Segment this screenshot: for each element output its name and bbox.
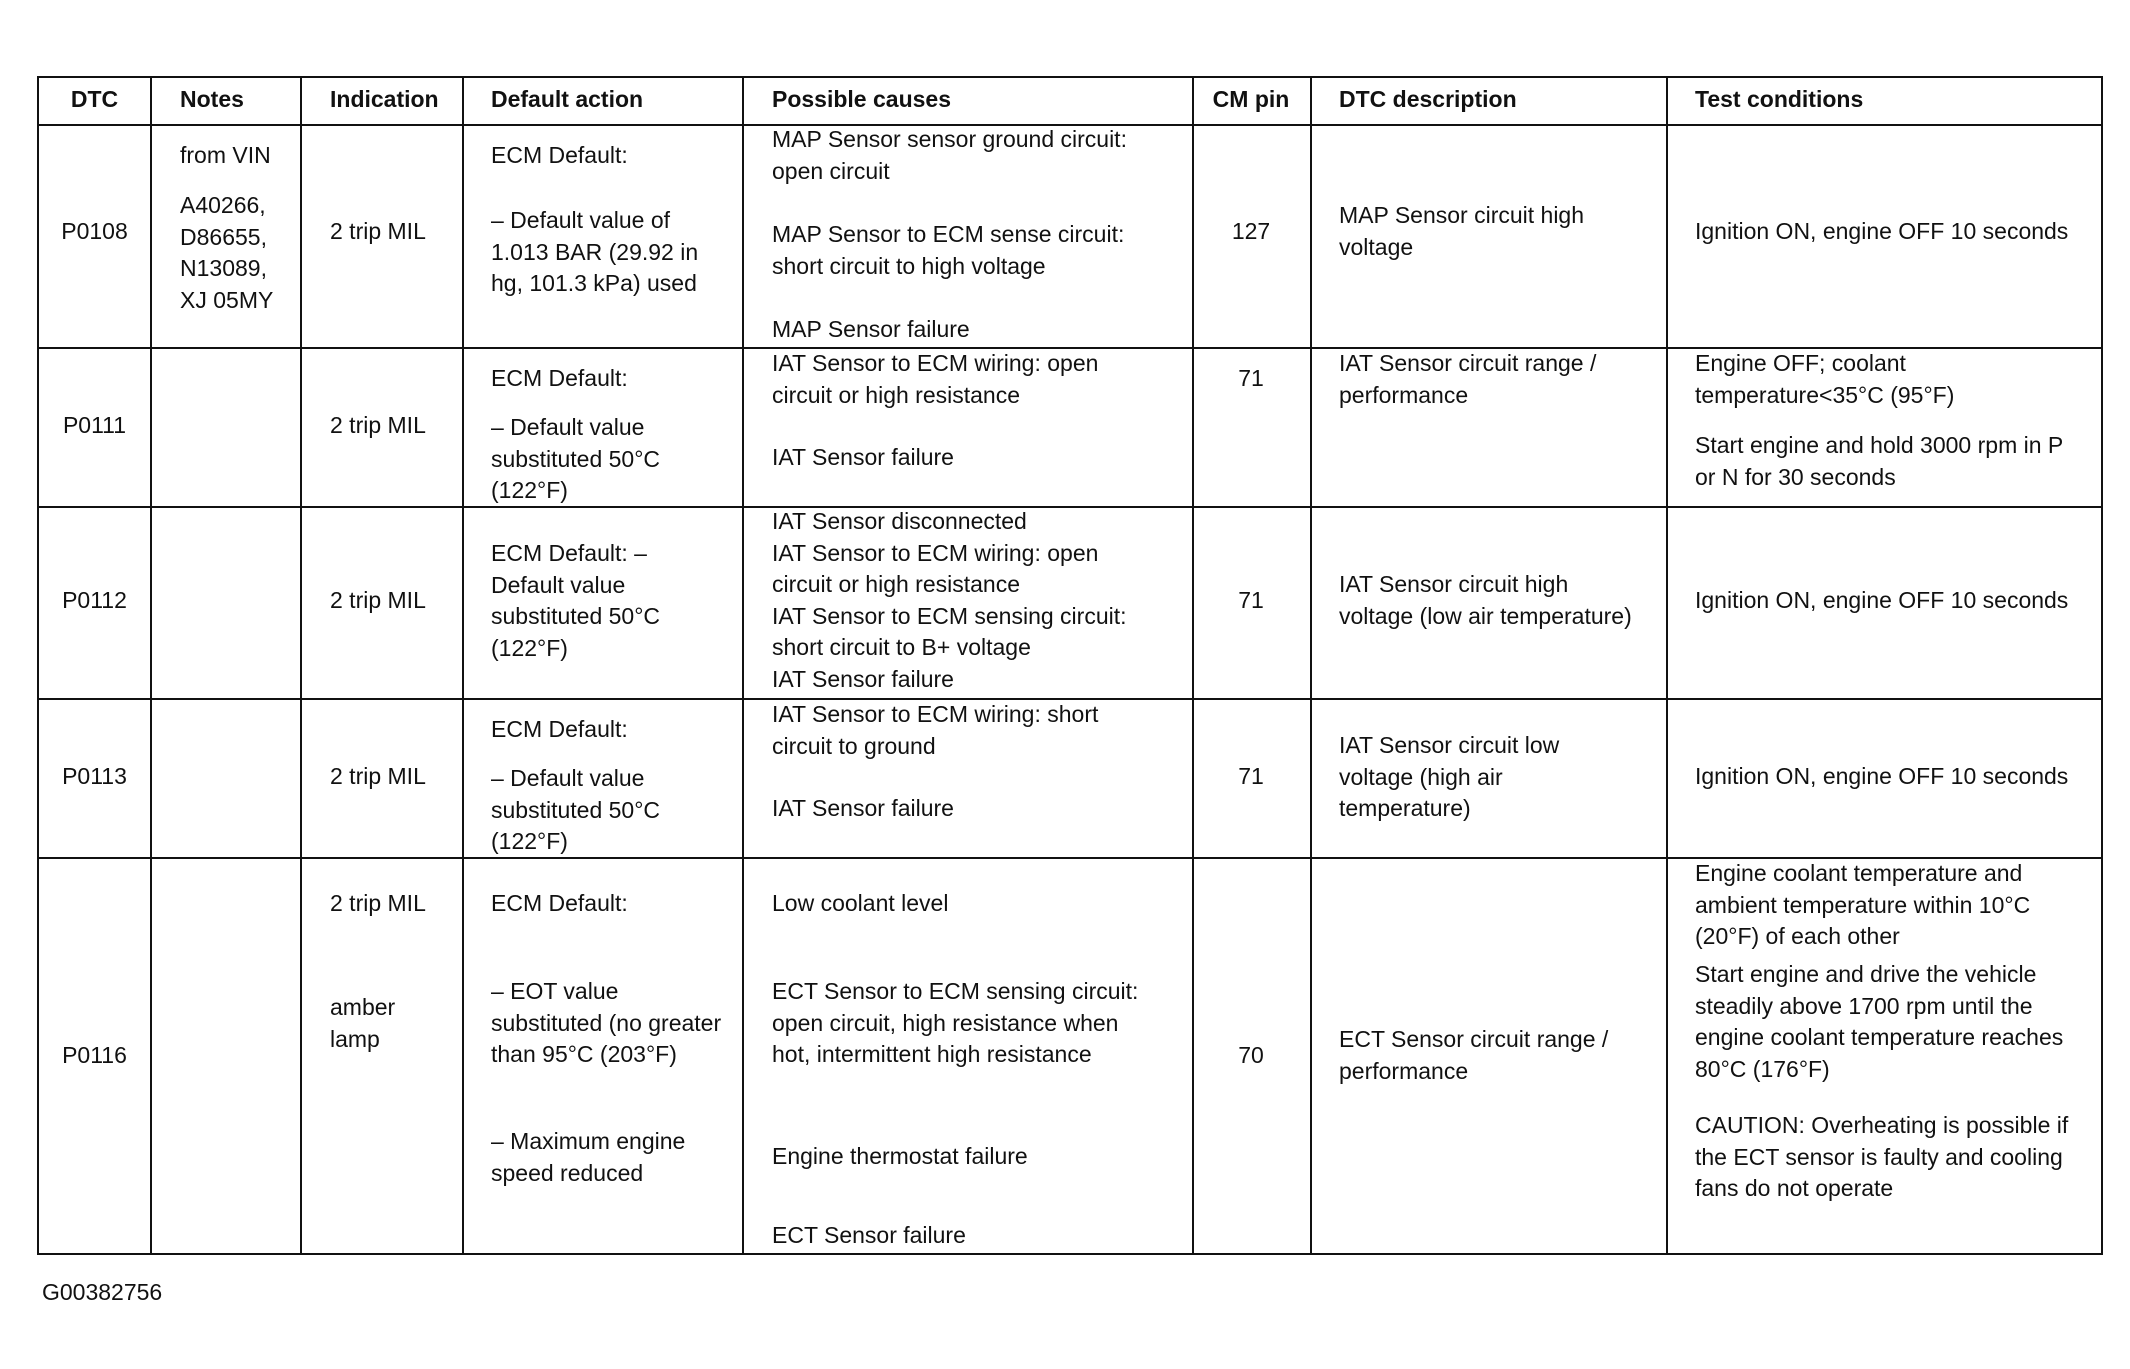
row-p0113-indication: 2 trip MIL bbox=[330, 763, 426, 789]
row-p0108-cause-3: MAP Sensor failure bbox=[772, 316, 970, 342]
row-p0112-description: IAT Sensor circuit high voltage (low air temperature) bbox=[1339, 571, 1632, 629]
row-p0112-test-condition-1: Ignition ON, engine OFF 10 seconds bbox=[1695, 587, 2069, 613]
column-divider bbox=[300, 78, 302, 1253]
row-p0111-description: IAT Sensor circuit range / performance bbox=[1339, 350, 1597, 408]
header-notes: Notes bbox=[180, 86, 244, 112]
row-p0111-dtc: P0111 bbox=[62, 412, 127, 438]
row-p0111-cause-2: IAT Sensor failure bbox=[772, 444, 954, 470]
row-p0116-cm-pin: 70 bbox=[1238, 1042, 1264, 1068]
header-indication: Indication bbox=[330, 86, 439, 112]
row-p0108-notes-vins: A40266, D86655, N13089, XJ 05MY bbox=[180, 192, 274, 313]
row-p0116-indication-mil: 2 trip MIL bbox=[330, 890, 426, 916]
row-p0112-cm-pin: 71 bbox=[1238, 587, 1264, 613]
header-test-conditions: Test conditions bbox=[1695, 86, 1864, 112]
row-p0112-causes: IAT Sensor disconnected IAT Sensor to ECM wiring: open circuit or high resistance IAT Sensor to ECM sensing circuit: short circuit to B+ voltage IAT Sensor failure bbox=[772, 508, 1127, 692]
header-default-action: Default action bbox=[491, 86, 644, 112]
row-p0113-default-action-detail: – Default value substituted 50°C (122°F) bbox=[491, 765, 661, 854]
row-p0113-cause-2: IAT Sensor failure bbox=[772, 795, 954, 821]
column-divider bbox=[1192, 78, 1194, 1253]
row-p0111-test-condition-2: Start engine and hold 3000 rpm in P or N for 30 seconds bbox=[1695, 432, 2064, 490]
column-divider bbox=[150, 78, 152, 1253]
row-p0116-indication-lamp: amber lamp bbox=[330, 994, 396, 1052]
row-p0108-test-condition-1: Ignition ON, engine OFF 10 seconds bbox=[1695, 218, 2069, 244]
row-p0108-cm-pin: 127 bbox=[1231, 218, 1271, 244]
row-p0113-default-action-title: ECM Default: bbox=[491, 716, 628, 742]
row-p0116-cause-3: Engine thermostat failure bbox=[772, 1143, 1028, 1169]
row-p0108-description: MAP Sensor circuit high voltage bbox=[1339, 202, 1585, 260]
row-p0116-test-condition-3: CAUTION: Overheating is possible if the ECT sensor is faulty and cooling fans do not operate bbox=[1695, 1112, 2069, 1201]
row-p0116-description: ECT Sensor circuit range / performance bbox=[1339, 1026, 1609, 1084]
column-divider bbox=[1666, 78, 1668, 1253]
row-p0111-default-action-title: ECM Default: bbox=[491, 365, 628, 391]
row-p0108-indication: 2 trip MIL bbox=[330, 218, 426, 244]
column-divider bbox=[462, 78, 464, 1253]
figure-id: G00382756 bbox=[42, 1279, 163, 1305]
row-p0112-default-action: ECM Default: – Default value substituted 50°C (122°F) bbox=[491, 540, 661, 661]
row-p0116-cause-2: ECT Sensor to ECM sensing circuit: open circuit, high resistance when hot, intermittent high resistance bbox=[772, 978, 1139, 1067]
row-p0116-default-action-detail-2: – Maximum engine speed reduced bbox=[491, 1128, 686, 1186]
row-p0116-test-condition-1: Engine coolant temperature and ambient temperature within 10°C (20°F) of each other bbox=[1695, 860, 2031, 949]
header-dtc-description: DTC description bbox=[1339, 86, 1517, 112]
row-p0113-cause-1: IAT Sensor to ECM wiring: short circuit to ground bbox=[772, 701, 1099, 759]
row-p0116-cause-4: ECT Sensor failure bbox=[772, 1222, 966, 1248]
row-p0113-dtc: P0113 bbox=[62, 763, 127, 789]
row-p0111-test-condition-1: Engine OFF; coolant temperature<35°C (95°F) bbox=[1695, 350, 1955, 408]
row-p0108-cause-2: MAP Sensor to ECM sense circuit: short circuit to high voltage bbox=[772, 221, 1125, 279]
row-p0111-indication: 2 trip MIL bbox=[330, 412, 426, 438]
row-p0116-default-action-detail-1: – EOT value substituted (no greater than 95°C (203°F) bbox=[491, 978, 722, 1067]
row-p0108-default-action-detail: – Default value of 1.013 BAR (29.92 in hg, 101.3 kPa) used bbox=[491, 207, 699, 296]
column-divider bbox=[742, 78, 744, 1253]
row-p0111-cause-1: IAT Sensor to ECM wiring: open circuit or high resistance bbox=[772, 350, 1099, 408]
header-possible-causes: Possible causes bbox=[772, 86, 951, 112]
row-p0113-cm-pin: 71 bbox=[1238, 763, 1264, 789]
row-p0108-cause-1: MAP Sensor sensor ground circuit: open circuit bbox=[772, 126, 1127, 184]
row-p0112-indication: 2 trip MIL bbox=[330, 587, 426, 613]
row-p0108-notes-source: from VIN bbox=[180, 142, 271, 168]
row-p0116-dtc: P0116 bbox=[62, 1042, 127, 1068]
column-divider bbox=[1310, 78, 1312, 1253]
header-dtc: DTC bbox=[70, 86, 119, 112]
row-p0113-description: IAT Sensor circuit low voltage (high air temperature) bbox=[1339, 732, 1560, 821]
row-p0112-dtc: P0112 bbox=[62, 587, 127, 613]
row-p0108-dtc: P0108 bbox=[61, 218, 128, 244]
row-p0116-test-condition-2: Start engine and drive the vehicle steadily above 1700 rpm until the engine coolant temperature reaches 80°C (176°F) bbox=[1695, 961, 2064, 1082]
row-p0111-default-action-detail: – Default value substituted 50°C (122°F) bbox=[491, 414, 661, 503]
dtc-table bbox=[37, 76, 2103, 1255]
row-p0111-cm-pin: 71 bbox=[1238, 365, 1264, 391]
row-p0113-test-condition-1: Ignition ON, engine OFF 10 seconds bbox=[1695, 763, 2069, 789]
header-cm-pin: CM pin bbox=[1212, 86, 1290, 112]
row-p0108-default-action-title: ECM Default: bbox=[491, 142, 628, 168]
row-p0116-cause-1: Low coolant level bbox=[772, 890, 949, 916]
row-p0116-default-action-title: ECM Default: bbox=[491, 890, 628, 916]
